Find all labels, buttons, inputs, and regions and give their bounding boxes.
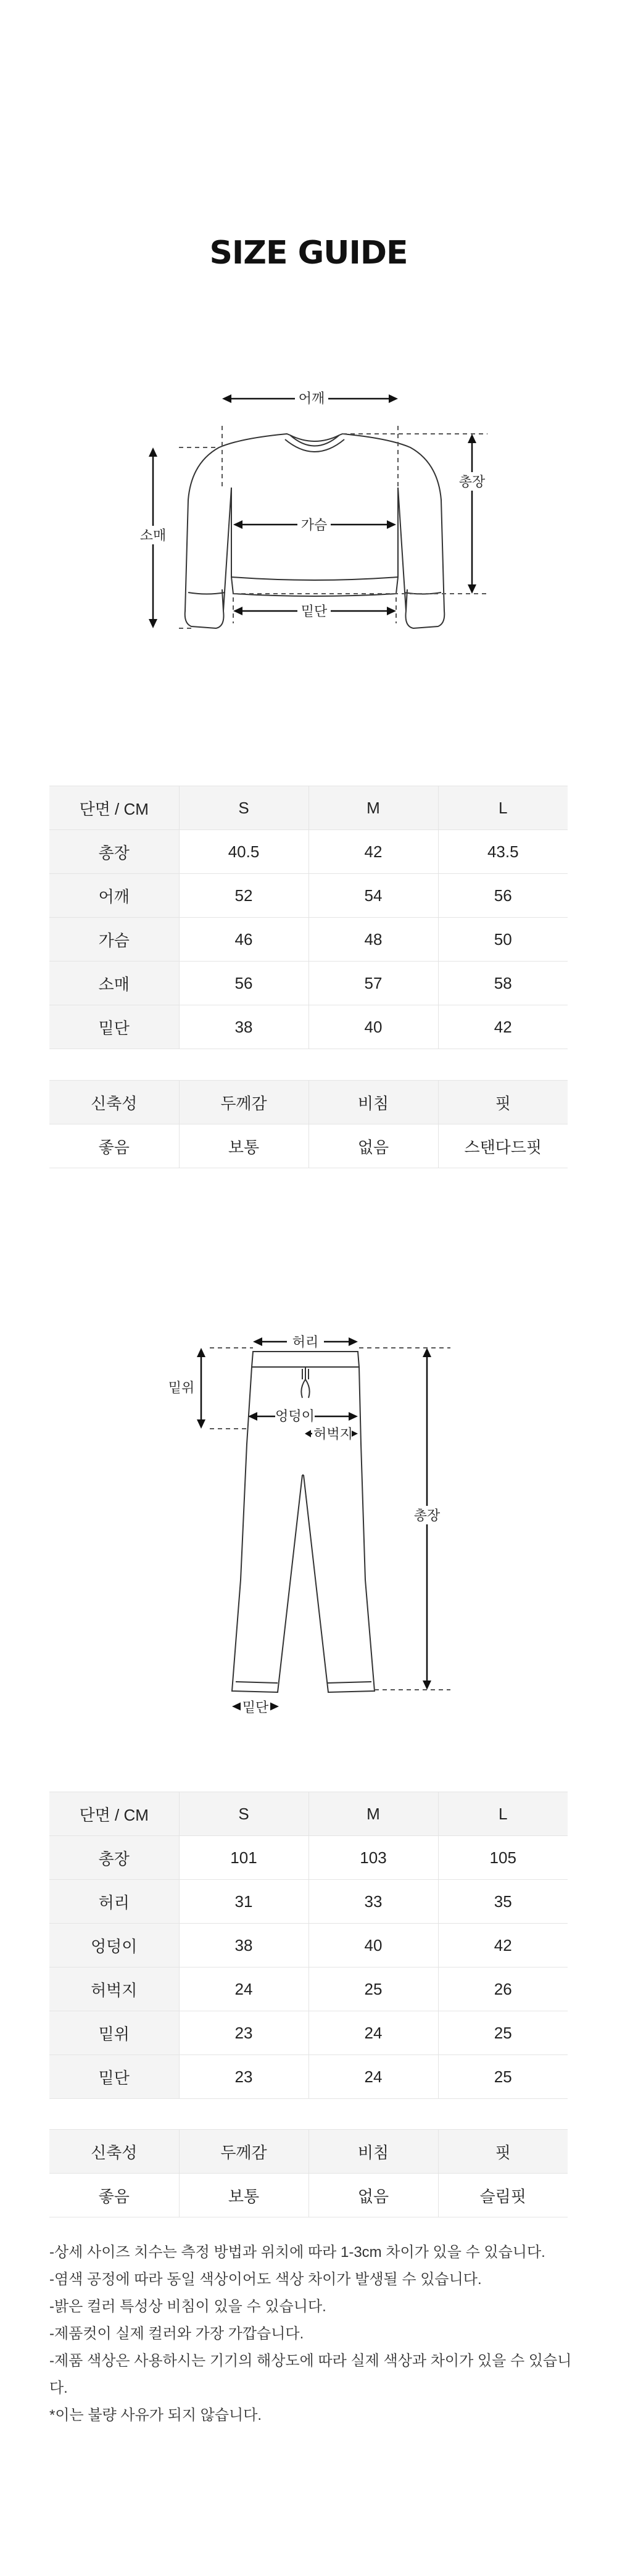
row-label: 밑단 — [49, 2055, 179, 2099]
row-label: 엉덩이 — [49, 1924, 179, 1967]
feature-value: 보통 — [179, 1124, 308, 1168]
note-item: -염색 공정에 따라 동일 색상이어도 색상 차이가 발생될 수 있습니다. — [49, 2271, 482, 2288]
table-cell: 52 — [179, 874, 308, 918]
table-cell: 57 — [308, 962, 438, 1005]
feature-value: 좋음 — [49, 1124, 179, 1168]
row-label: 밑위 — [49, 2011, 179, 2055]
table-row — [49, 1836, 568, 1880]
table-header-row — [49, 1792, 568, 1836]
page-title: SIZE GUIDE — [209, 235, 408, 272]
table-cell: 33 — [308, 1880, 438, 1924]
label-waist: 허리 — [292, 1335, 319, 1350]
pants-size-table — [49, 1792, 568, 2099]
table-row — [49, 2055, 568, 2099]
table-cell: 56 — [179, 962, 308, 1005]
notes-list — [49, 2239, 580, 2429]
feature-header: 핏 — [438, 1081, 568, 1124]
table-cell: 105 — [438, 1836, 568, 1880]
label-chest: 가슴 — [300, 518, 328, 533]
row-label: 가슴 — [49, 918, 179, 962]
feature-header-row — [49, 2130, 568, 2174]
note-item: *이는 불량 사유가 되지 않습니다. — [49, 2407, 262, 2424]
table-cell: 40.5 — [179, 830, 308, 874]
note-item: -상세 사이즈 치수는 측정 방법과 위치에 따라 1-3cm 차이가 있을 수 있습니다. — [49, 2244, 545, 2261]
table-cell: 42 — [438, 1924, 568, 1967]
table-cell: 43.5 — [438, 830, 568, 874]
table-cell: 31 — [179, 1880, 308, 1924]
table-cell: 38 — [179, 1924, 308, 1967]
table-cell: 50 — [438, 918, 568, 962]
feature-value: 슬림핏 — [438, 2174, 568, 2217]
row-label: 소매 — [49, 962, 179, 1005]
note-item: -제품 색상은 사용하시는 기기의 해상도에 따라 실제 색상과 차이가 있을 수 있습니다. — [49, 2353, 572, 2396]
table-row — [49, 1924, 568, 1967]
header-cell: 단면 / CM — [49, 1792, 179, 1836]
table-cell: 26 — [438, 1967, 568, 2011]
feature-header: 두께감 — [179, 2130, 308, 2174]
label-thigh: 허벅지 — [313, 1427, 353, 1442]
header-cell: S — [179, 1792, 308, 1836]
header-cell: L — [438, 1792, 568, 1836]
table-cell: 42 — [308, 830, 438, 874]
label-length: 총장 — [413, 1508, 441, 1524]
feature-value: 스탠다드핏 — [438, 1124, 568, 1168]
header-cell: L — [438, 786, 568, 830]
table-cell: 24 — [179, 1967, 308, 2011]
label-rise: 밑위 — [168, 1381, 195, 1396]
table-row — [49, 1005, 568, 1049]
table-row — [49, 874, 568, 918]
feature-header: 두께감 — [179, 1081, 308, 1124]
table-row — [49, 1880, 568, 1924]
header-cell: M — [308, 1792, 438, 1836]
table-cell: 48 — [308, 918, 438, 962]
table-cell: 25 — [438, 2011, 568, 2055]
pants-diagram — [154, 1321, 475, 1722]
table-cell: 25 — [308, 1967, 438, 2011]
table-cell: 58 — [438, 962, 568, 1005]
feature-value: 좋음 — [49, 2174, 179, 2217]
table-row — [49, 1967, 568, 2011]
label-hem: 밑단 — [242, 1700, 269, 1716]
feature-header: 신축성 — [49, 1081, 179, 1124]
feature-value: 없음 — [308, 1124, 438, 1168]
table-cell: 38 — [179, 1005, 308, 1049]
label-hip: 엉덩이 — [275, 1409, 315, 1424]
feature-value: 보통 — [179, 2174, 308, 2217]
row-label: 밑단 — [49, 1005, 179, 1049]
top-feature-table — [49, 1080, 568, 1168]
table-cell: 56 — [438, 874, 568, 918]
feature-header: 핏 — [438, 2130, 568, 2174]
table-cell: 42 — [438, 1005, 568, 1049]
length-arrow — [468, 434, 476, 594]
header-cell: 단면 / CM — [49, 786, 179, 830]
table-cell: 23 — [179, 2011, 308, 2055]
header-cell: S — [179, 786, 308, 830]
table-cell: 103 — [308, 1836, 438, 1880]
feature-header: 신축성 — [49, 2130, 179, 2174]
row-label: 총장 — [49, 830, 179, 874]
table-cell: 40 — [308, 1924, 438, 1967]
table-cell: 40 — [308, 1005, 438, 1049]
feature-value: 없음 — [308, 2174, 438, 2217]
table-row — [49, 962, 568, 1005]
pants-outline — [232, 1352, 375, 1692]
table-cell: 23 — [179, 2055, 308, 2099]
table-cell: 101 — [179, 1836, 308, 1880]
table-cell: 25 — [438, 2055, 568, 2099]
row-label: 허리 — [49, 1880, 179, 1924]
note-item: -제품컷이 실제 컬러와 가장 가깝습니다. — [49, 2325, 304, 2342]
table-cell: 46 — [179, 918, 308, 962]
rise-arrow — [197, 1348, 205, 1429]
table-row — [49, 918, 568, 962]
table-row — [49, 830, 568, 874]
note-item: -밝은 컬러 특성상 비침이 있을 수 있습니다. — [49, 2298, 326, 2315]
feature-value-row — [49, 2174, 568, 2217]
table-cell: 35 — [438, 1880, 568, 1924]
feature-header: 비침 — [308, 1081, 438, 1124]
label-shoulder: 어깨 — [298, 391, 325, 407]
label-hem: 밑단 — [300, 604, 328, 620]
pants-feature-table — [49, 2129, 568, 2217]
top-guides — [179, 426, 487, 628]
feature-value-row — [49, 1124, 568, 1168]
label-sleeve: 소매 — [139, 528, 167, 544]
table-header-row — [49, 786, 568, 830]
row-label: 허벅지 — [49, 1967, 179, 2011]
table-cell: 24 — [308, 2011, 438, 2055]
row-label: 어깨 — [49, 874, 179, 918]
table-cell: 54 — [308, 874, 438, 918]
top-garment-diagram — [123, 364, 506, 697]
feature-header-row — [49, 1081, 568, 1124]
feature-header: 비침 — [308, 2130, 438, 2174]
table-row — [49, 2011, 568, 2055]
row-label: 총장 — [49, 1836, 179, 1880]
label-length: 총장 — [458, 475, 486, 490]
top-size-table — [49, 786, 568, 1049]
table-cell: 24 — [308, 2055, 438, 2099]
header-cell: M — [308, 786, 438, 830]
